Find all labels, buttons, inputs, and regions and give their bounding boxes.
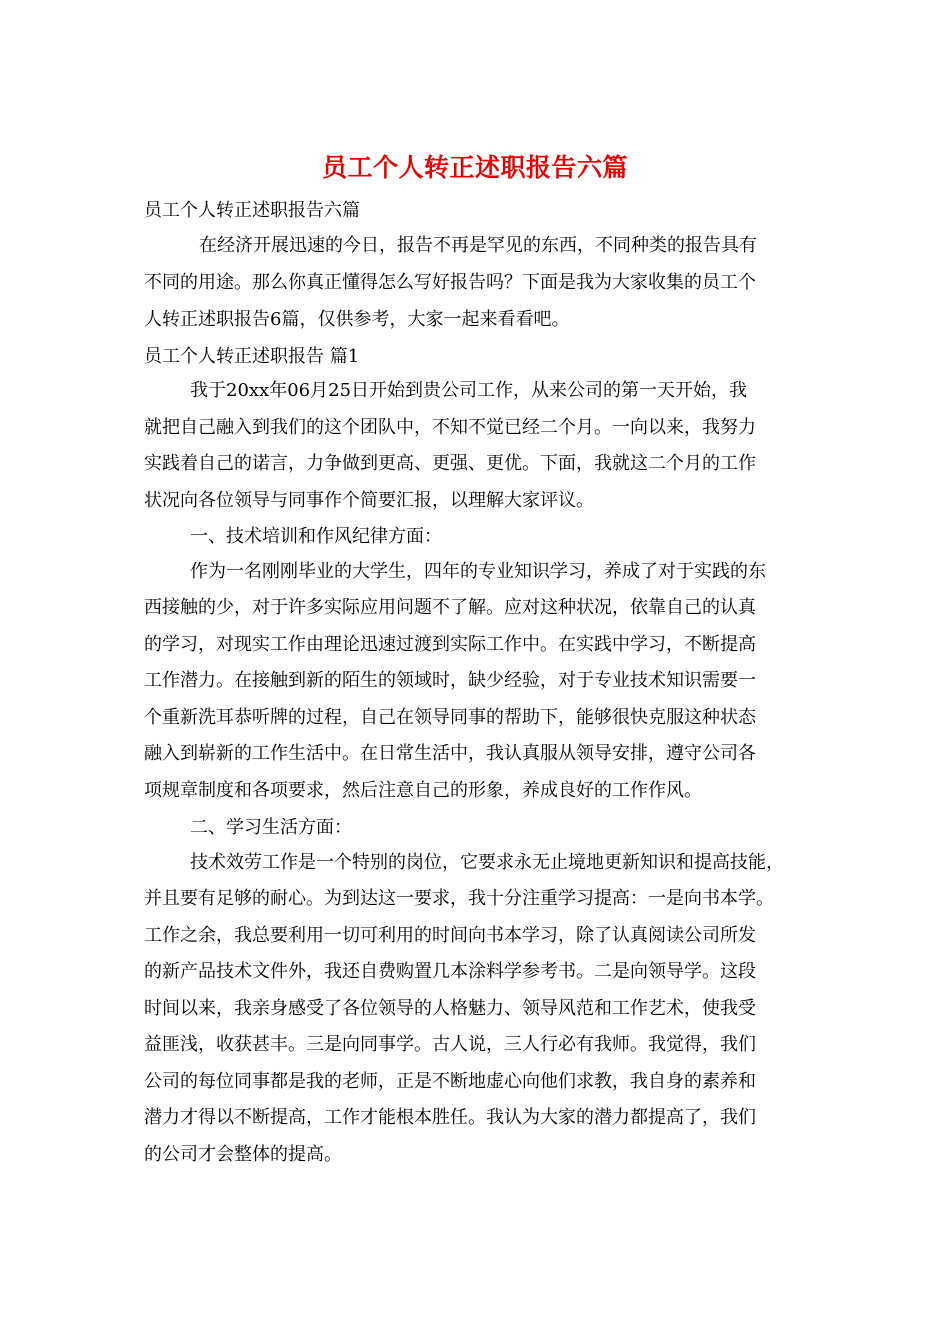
paragraph-line: 项规章制度和各项要求，然后注意自己的形象，养成良好的工作作风。 [144,780,702,801]
paragraph-line: 并且要有足够的耐心。为到达这一要求，我十分注重学习提高：一是向书本学。 [144,888,774,909]
paragraph-line: 的新产品技术文件外，我还自费购置几本涂料学参考书。二是向领导学。这段 [144,961,756,982]
paragraph-line: 西接触的少，对于许多实际应用问题不了解。应对这种状况，依靠自己的认真 [144,597,756,618]
paragraph-line: 技术效劳工作是一个特别的岗位，它要求永无止境地更新知识和提高技能， [190,852,784,873]
paragraph-line: 个重新洗耳恭听牌的过程，自己在领导同事的帮助下，能够很快克服这种状态 [144,707,756,728]
paragraph-line: 工作潜力。在接触到新的陌生的领域时，缺少经验，对于专业技术知识需要一 [144,670,756,691]
document-subtitle: 员工个人转正述职报告六篇 [144,200,360,221]
paragraph-line: 融入到崭新的工作生活中。在日常生活中，我认真服从领导安排，遵守公司各 [144,743,756,764]
paragraph-line: 工作之余，我总要利用一切可利用的时间向书本学习，除了认真阅读公司所发 [144,925,756,946]
paragraph-line: 就把自己融入到我们的这个团队中，不知不觉已经二个月。一向以来，我努力 [144,417,756,438]
paragraph-line: 的学习，对现实工作由理论迅速过渡到实际工作中。在实践中学习，不断提高 [144,634,756,655]
subheading: 二、学习生活方面： [190,817,352,838]
section-heading: 员工个人转正述职报告 篇1 [144,346,360,367]
paragraph-line: 实践着自己的诺言，力争做到更高、更强、更优。下面，我就这二个月的工作 [144,453,756,474]
intro-line: 人转正述职报告6篇，仅供参考，大家一起来看看吧。 [144,309,570,330]
paragraph-line: 我于20xx年06月25日开始到贵公司工作，从来公司的第一天开始，我 [190,380,748,401]
paragraph-line: 作为一名刚刚毕业的大学生，四年的专业知识学习，养成了对于实践的东 [190,561,766,582]
subheading: 一、技术培训和作风纪律方面： [190,526,442,547]
paragraph-line: 时间以来，我亲身感受了各位领导的人格魅力、领导风范和工作艺术，使我受 [144,998,756,1019]
paragraph-line: 益匪浅，收获甚丰。三是向同事学。古人说，三人行必有我师。我觉得，我们 [144,1034,756,1055]
paragraph-line: 潜力才得以不断提高，工作才能根本胜任。我认为大家的潜力都提高了，我们 [144,1107,756,1128]
paragraph-line: 的公司才会整体的提高。 [144,1144,342,1165]
paragraph-line: 公司的每位同事都是我的老师，正是不断地虚心向他们求教，我自身的素养和 [144,1071,756,1092]
intro-line: 在经济开展迅速的今日，报告不再是罕见的东西，不同种类的报告具有 [199,235,757,256]
paragraph-line: 状况向各位领导与同事作个简要汇报，以理解大家评议。 [144,490,594,511]
intro-line: 不同的用途。那么你真正懂得怎么写好报告吗？下面是我为大家收集的员工个 [144,272,756,293]
document-title: 员工个人转正述职报告六篇 [321,153,628,182]
